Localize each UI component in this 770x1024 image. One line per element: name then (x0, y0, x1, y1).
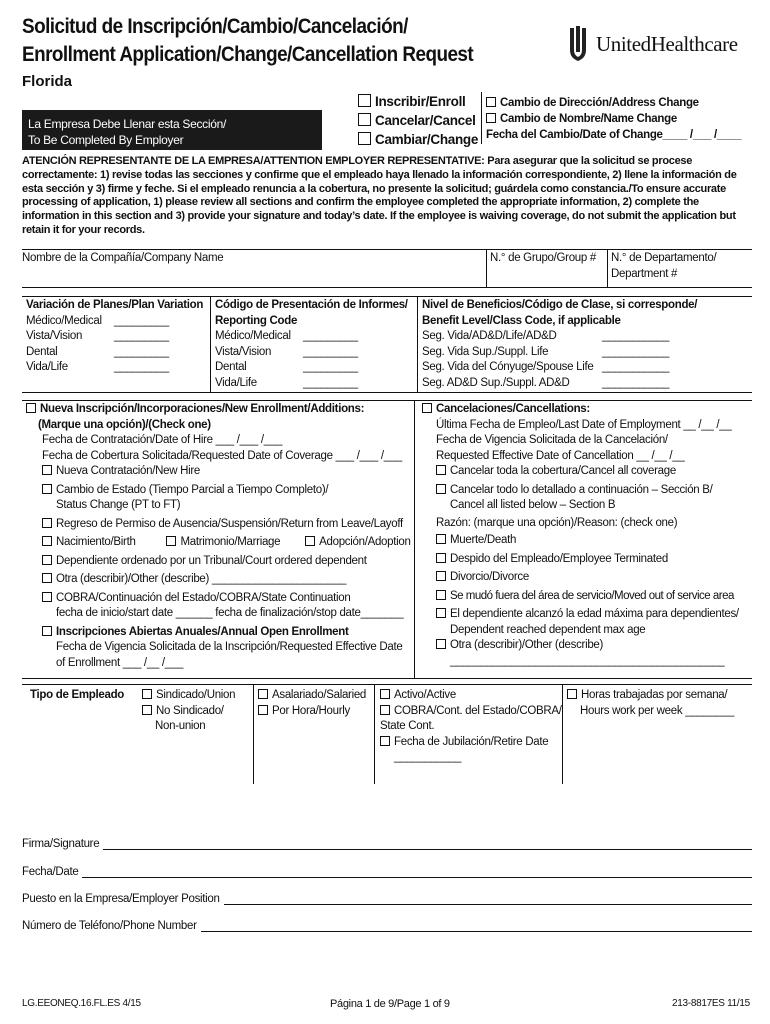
attention-notice: ATENCIÓN REPRESENTANTE DE LA EMPRESA/ATTENTION EMPLOYER REPRESENTATIVE: Para asegurar que la solicitud se procese correctamente: 1) revise todas las secciones y confirme que el empleado haya llenado la información correspondiente, 2) llene la información de esta sección y 3) firme y feche. Si el empleado renuncia a la cobertura, no presente la solicitud; guárdela como constancia./To ensure accurate processing of application, 1) please review all sections and confirm the employee completed the appropriate information, 2) complete the information in this section and 3) provide your signature and today’s date. If the employee is waiving coverage, do not submit the application but retain it for your records. (22, 155, 737, 236)
plan-variation-medical[interactable]: Médico/Medical _________ (26, 314, 169, 327)
divider (414, 400, 415, 678)
address-change-option[interactable] (486, 95, 741, 111)
salaried-option[interactable]: Asalariado/Salaried (258, 688, 366, 704)
plan-variation-section (26, 298, 206, 376)
state-label: Florida (22, 73, 73, 90)
new-hire-checkbox[interactable] (42, 465, 52, 475)
benefit-suppl-life[interactable]: Seg. Vida Sup./Suppl. Life ___________ (422, 345, 670, 358)
reporting-code-life[interactable]: Vida/Life _________ (215, 376, 358, 389)
cancel-option[interactable] (358, 111, 478, 130)
new-enrollment-checkbox[interactable] (26, 403, 36, 413)
cancellations-heading[interactable]: Cancelaciones/Cancellations: (422, 402, 750, 418)
address-change-label: Cambio de Dirección/Address Change (500, 97, 699, 109)
cobra-dates-field[interactable]: fecha de inicio/start date ______ fecha de finalización/stop date_______ (56, 607, 404, 619)
hire-date-field[interactable]: Fecha de Contratación/Date of Hire ___ /___ /___ (42, 434, 283, 446)
hours-field[interactable]: Hours work per week ________ (580, 704, 734, 717)
dept-label-2: Department # (611, 267, 678, 280)
open-enrollment-date-field[interactable]: of Enrollment ___ /__ /___ (56, 656, 184, 669)
benefit-spouse-life[interactable]: Seg. Vida del Cónyuge/Spouse Life ___________ (422, 361, 670, 373)
divider (22, 287, 752, 288)
plan-variation-dental[interactable]: Dental _________ (26, 345, 169, 358)
divider (417, 296, 418, 392)
active-option[interactable]: Activo/Active (380, 688, 562, 704)
life-event-row (26, 535, 414, 551)
reporting-code-heading-1: Código de Presentación de Informes/ (215, 299, 408, 311)
divider (210, 296, 211, 392)
logo-text: UnitedHealthcare (596, 31, 738, 56)
benefit-suppl-add[interactable]: Seg. AD&D Sup./Suppl. AD&D ___________ (422, 376, 670, 389)
new-enrollment-section (26, 402, 414, 671)
banner-line-1: La Empresa Debe Llenar esta Sección/ (28, 117, 226, 131)
plan-variation-heading: Variación de Planes/Plan Variation (26, 299, 204, 311)
employee-type-label: Tipo de Empleado (30, 689, 125, 701)
divider (22, 296, 752, 297)
hourly-checkbox[interactable] (258, 705, 268, 715)
name-change-checkbox[interactable] (486, 113, 496, 123)
non-union-label-2: Non-union (155, 720, 206, 732)
other-cancel-field[interactable]: _____________________________________________ (450, 654, 725, 667)
union-checkbox[interactable] (142, 689, 152, 699)
hours-checkbox[interactable] (567, 689, 577, 699)
phone-label: Número de Teléfono/Phone Number (22, 920, 197, 932)
salaried-checkbox[interactable] (258, 689, 268, 699)
reason-label: Razón: (marque una opción)/Reason: (check one) (436, 516, 678, 529)
unitedhealthcare-logo (568, 24, 738, 64)
divider (22, 684, 752, 685)
death-checkbox[interactable] (436, 534, 446, 544)
reporting-code-medical[interactable]: Médico/Medical _________ (215, 330, 358, 342)
signature-label: Firma/Signature (22, 838, 100, 850)
retire-option[interactable]: Fecha de Jubilación/Retire Date (380, 735, 562, 751)
benefit-level-heading-1: Nivel de Beneficios/Código de Clase, si corresponde/ (422, 299, 698, 311)
retire-checkbox[interactable] (380, 736, 390, 746)
open-enrollment-checkbox[interactable] (42, 626, 52, 636)
change-option[interactable] (358, 130, 478, 149)
non-union-option[interactable]: No Sindicado/ (142, 704, 235, 720)
leave-return-checkbox[interactable] (42, 518, 52, 528)
max-age-option[interactable]: El dependiente alcanzó la edad máxima para dependientes/ (422, 607, 750, 623)
address-change-checkbox[interactable] (486, 97, 496, 107)
divider (562, 684, 563, 784)
name-change-label: Cambio de Nombre/Name Change (500, 113, 677, 125)
court-ordered-option[interactable]: Dependiente ordenado por un Tribunal/Court ordered dependent (26, 554, 414, 570)
cancel-all-checkbox[interactable] (436, 465, 446, 475)
plan-variation-vision[interactable]: Vista/Vision _________ (26, 330, 169, 342)
divider (481, 92, 482, 144)
check-one-note: (Marque una opción)/(Check one) (38, 418, 211, 431)
cobra-status-label-2: State Cont. (380, 720, 435, 732)
birth-option[interactable]: Nacimiento/Birth (42, 536, 136, 548)
phone-number-field[interactable] (22, 920, 752, 932)
cancel-checkbox[interactable] (358, 113, 371, 126)
other-enrollment-checkbox[interactable] (42, 573, 52, 583)
date-field[interactable] (22, 866, 752, 878)
benefit-level-heading-2: Benefit Level/Class Code, if applicable (422, 314, 621, 327)
cancel-date-field[interactable]: Requested Effective Date of Cancellation __ /__ /__ (436, 449, 685, 462)
max-age-label-2: Dependent reached dependent max age (450, 623, 646, 636)
reporting-code-heading-2: Reporting Code (215, 314, 298, 327)
max-age-checkbox[interactable] (436, 608, 446, 618)
benefit-level-section (422, 298, 747, 391)
divider (607, 249, 608, 287)
status-change-label-2: Status Change (PT to FT) (56, 499, 181, 511)
open-enrollment-date-label: Fecha de Vigencia Solicitada de la Inscripción/Requested Effective Date (56, 641, 403, 653)
adoption-option[interactable]: Adopción/Adoption (305, 536, 410, 548)
open-enrollment-option[interactable]: Inscripciones Abiertas Anuales/Annual Open Enrollment (26, 625, 414, 641)
divider (22, 678, 752, 679)
department-number-field[interactable] (611, 251, 716, 282)
cancel-listed-label-2: Cancel all listed below – Section B (450, 499, 616, 511)
cancel-date-label: Fecha de Vigencia Solicitada de la Cancelación/ (436, 434, 668, 446)
new-enrollment-heading[interactable]: Nueva Inscripción/Incorporaciones/New Enrollment/Additions: (26, 402, 414, 418)
change-type-options (486, 95, 741, 143)
reporting-code-section (215, 298, 415, 391)
divider (22, 400, 752, 401)
birth-checkbox[interactable] (42, 536, 52, 546)
benefit-life-add[interactable]: Seg. Vida/AD&D/Life/AD&D ___________ (422, 330, 670, 342)
last-day-field[interactable]: Última Fecha de Empleo/Last Date of Employment __ /__ /__ (436, 418, 732, 431)
enroll-label: Inscribir/Enroll (375, 94, 466, 109)
cancellations-section (422, 402, 750, 669)
change-date-field[interactable]: Fecha del Cambio/Date of Change____ /___ /____ (486, 129, 742, 141)
enroll-checkbox[interactable] (358, 94, 371, 107)
status-change-checkbox[interactable] (42, 484, 52, 494)
signature-field[interactable] (22, 838, 752, 850)
divider (374, 684, 375, 784)
terminated-checkbox[interactable] (436, 553, 446, 563)
union-group (142, 688, 235, 735)
terminated-option[interactable]: Despido del Empleado/Employee Terminated (422, 552, 750, 568)
reporting-code-dental[interactable]: Dental _________ (215, 361, 358, 373)
hourly-option[interactable]: Por Hora/Hourly (258, 704, 366, 720)
divider (22, 249, 752, 250)
status-group (380, 688, 562, 766)
request-type-options (358, 92, 478, 149)
pay-type-group (258, 688, 366, 719)
hours-option[interactable]: Horas trabajadas por semana/ (567, 688, 734, 704)
cancel-label: Cancelar/Cancel (375, 113, 476, 128)
cobra-option[interactable]: COBRA/Continuación del Estado/COBRA/State Continuation (26, 591, 414, 607)
non-union-checkbox[interactable] (142, 705, 152, 715)
coverage-date-field[interactable]: Fecha de Cobertura Solicitada/Requested Date of Coverage ___ /___ /___ (42, 449, 403, 462)
reporting-code-vision[interactable]: Vista/Vision _________ (215, 345, 358, 358)
court-ordered-checkbox[interactable] (42, 555, 52, 565)
union-option[interactable]: Sindicado/Union (142, 688, 235, 704)
active-checkbox[interactable] (380, 689, 390, 699)
divorce-option[interactable]: Divorcio/Divorce (422, 570, 750, 586)
marriage-checkbox[interactable] (166, 536, 176, 546)
other-enrollment-option[interactable]: Otra (describir)/Other (describe) ______________________ (26, 572, 414, 588)
company-name-field[interactable]: Nombre de la Compañía/Company Name (22, 252, 224, 264)
form-title-english: Enrollment Application/Change/Cancellation Request (22, 43, 474, 66)
change-checkbox[interactable] (358, 132, 371, 145)
other-cancel-checkbox[interactable] (436, 639, 446, 649)
divider (22, 392, 752, 393)
name-change-option[interactable] (486, 111, 741, 127)
cancel-listed-option[interactable]: Cancelar todo lo detallado a continuación – Sección B/ (422, 483, 750, 499)
cobra-status-option[interactable]: COBRA/Cont. del Estado/COBRA/ (380, 704, 562, 720)
change-label: Cambiar/Change (375, 132, 479, 147)
banner-line-2: To Be Completed By Employer (28, 133, 184, 147)
form-code-right: 213-8817ES 11/15 (672, 998, 750, 1009)
page-number: Página 1 de 9/Page 1 of 9 (330, 998, 450, 1010)
form-code-left: LG.EEONEQ.16.FL.ES 4/15 (22, 998, 141, 1009)
divider (253, 684, 254, 784)
cobra-checkbox[interactable] (42, 592, 52, 602)
uhc-shield-icon (568, 26, 588, 62)
divorce-checkbox[interactable] (436, 571, 446, 581)
cancel-all-option[interactable]: Cancelar toda la cobertura/Cancel all coverage (422, 464, 750, 480)
employer-section-banner (22, 110, 322, 150)
plan-variation-life[interactable]: Vida/Life _________ (26, 361, 169, 373)
dept-label-1: N.° de Departamento/ (611, 252, 717, 264)
cobra-status-checkbox[interactable] (380, 705, 390, 715)
new-hire-option[interactable]: Nueva Contratación/New Hire (26, 464, 414, 480)
death-option[interactable]: Muerte/Death (422, 533, 750, 549)
form-title-spanish: Solicitud de Inscripción/Cambio/Cancelación/ (22, 15, 408, 38)
cancellations-checkbox[interactable] (422, 403, 432, 413)
status-change-option[interactable]: Cambio de Estado (Tiempo Parcial a Tiempo Completo)/ (26, 483, 414, 499)
position-label: Puesto en la Empresa/Employer Position (22, 893, 220, 905)
retire-date-field[interactable]: ___________ (394, 751, 462, 763)
hours-group (567, 688, 734, 719)
leave-return-option[interactable]: Regreso de Permiso de Ausencia/Suspensión/Return from Leave/Layoff (26, 517, 414, 533)
cancel-listed-checkbox[interactable] (436, 484, 446, 494)
adoption-checkbox[interactable] (305, 536, 315, 546)
other-cancel-option[interactable]: Otra (describir)/Other (describe) (422, 638, 750, 654)
moved-option[interactable]: Se mudó fuera del área de servicio/Moved out of service area (422, 589, 750, 605)
marriage-option[interactable]: Matrimonio/Marriage (166, 536, 280, 548)
divider (486, 249, 487, 287)
date-label: Fecha/Date (22, 866, 79, 878)
enroll-option[interactable] (358, 92, 478, 111)
moved-checkbox[interactable] (436, 590, 446, 600)
group-number-field[interactable]: N.° de Grupo/Group # (490, 252, 596, 264)
employer-position-field[interactable] (22, 893, 752, 905)
